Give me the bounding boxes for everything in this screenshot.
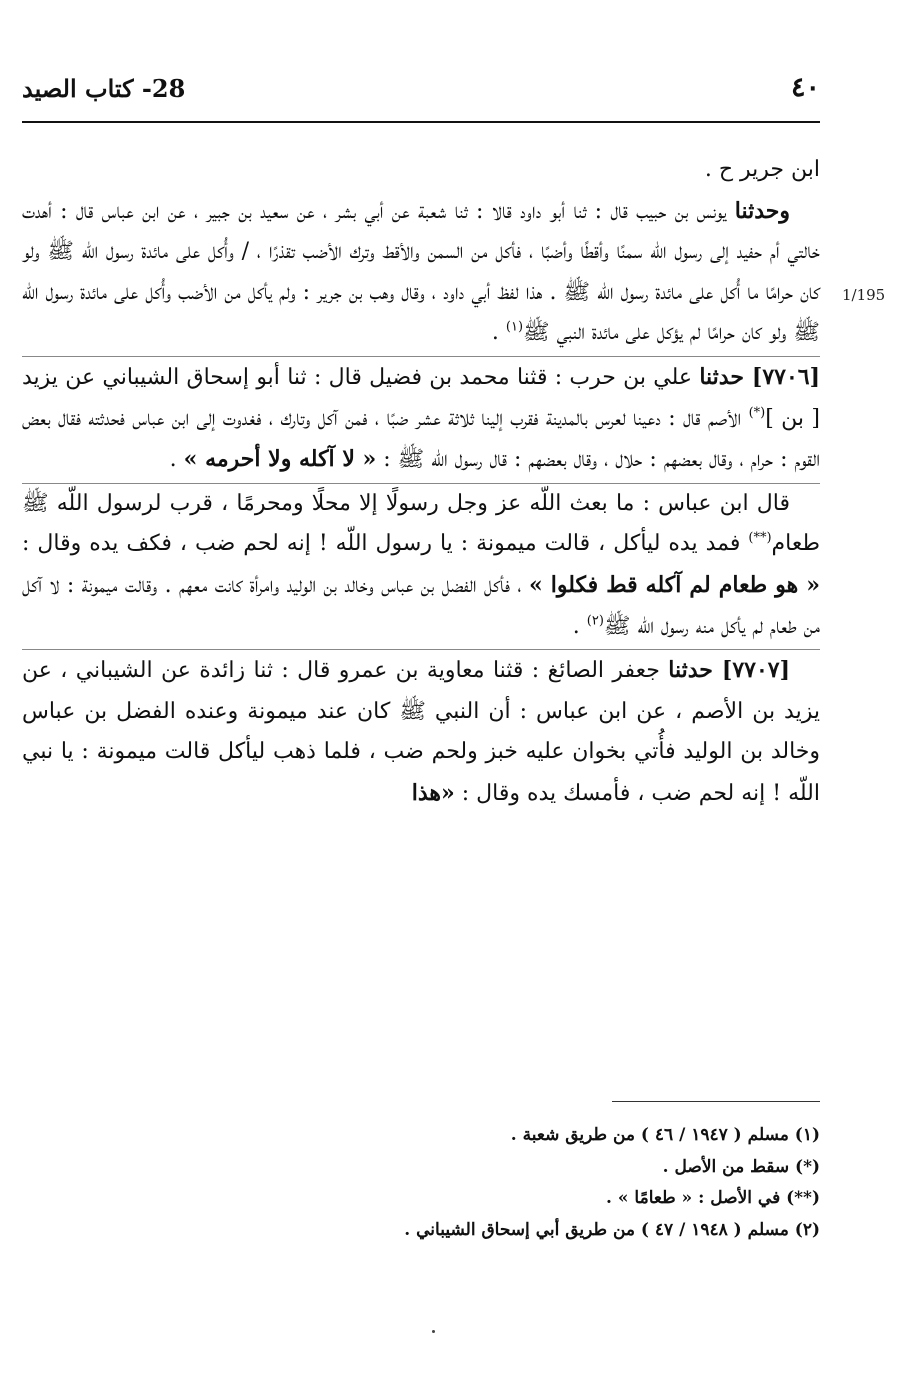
header-rule xyxy=(22,121,820,123)
footnote-separator xyxy=(612,1101,820,1102)
scan-speck xyxy=(432,1330,435,1333)
footnote-marker[interactable]: (*) xyxy=(748,405,766,421)
paragraph-tail: الأصم قال : دعينا لعرس بالمدينة فقرب إلينا ثلاثة عشر ضبًا ، فمن آكل وتارك ، فغدوت إلى ابن عباس فحدثته فقال بعض القوم : حرام ، وقال بعضهم : حلال ، وقال بعضهم : قال رسول اللّه ﷺ : xyxy=(22,405,820,473)
hadith-number-lead: [٧٧٠٧] حدثنا xyxy=(668,657,790,684)
paragraph-text: قال ابن عباس : ما بعث اللّه عز وجل رسولًا إلا محلًا ومحرمًا ، قرب لرسول اللّه ﷺ طعام xyxy=(22,490,820,557)
hadith-7706 xyxy=(22,356,820,481)
paragraph-2 xyxy=(22,191,820,354)
footnote-asterisk: (*) سقط من الأصل . xyxy=(662,1156,820,1177)
paragraph-tail: فمد يده ليأكل ، قالت ميمونة : يا رسول اللّه ! إنه لحم ضب ، فكف يده وقال : xyxy=(22,531,749,557)
prophetic-quote: «هذا xyxy=(411,779,455,806)
footnotes xyxy=(22,1120,820,1247)
chapter-title: 28- كتاب الصيد xyxy=(22,74,186,103)
main-text xyxy=(22,150,820,815)
narration-lead: وحدثنا xyxy=(734,197,790,224)
prophetic-quote: « هو طعام لم آكله قط فكلوا » xyxy=(528,571,820,598)
footnote-marker[interactable]: (٢) xyxy=(586,613,604,629)
paragraph-tail: . xyxy=(491,320,506,346)
paragraph-text: علي بن حرب : قثنا محمد بن فضيل قال : ثنا أبو إسحاق الشيباني عن يزيد [ بن ] xyxy=(22,364,820,431)
paragraph-end: . xyxy=(169,447,184,473)
paragraph-1 xyxy=(22,150,820,191)
footnote-marker[interactable]: (١) xyxy=(505,320,524,336)
paragraph-end: ، فأكل الفضل بن عباس وخالد بن الوليد وامرأة كانت معهم . وقالت ميمونة : لا آكل من طعام لم يأكل منه رسول اللّه ﷺ xyxy=(22,572,820,639)
paragraph-4 xyxy=(22,483,820,647)
paragraph-end-2: . xyxy=(572,613,587,639)
footnote-1: (١) مسلم ( ١٩٤٧ / ٤٦ ) من طريق شعبة . xyxy=(510,1125,820,1145)
paragraph-text: يونس بن حبيب قال : ثنا أبو داود قالا : ثنا شعبة عن أبي بشر ، عن سعيد بن جبير ، عن ابن عباس قال : أهدت خالتي أم حفيد إلى رسول اللّه سمنًا وأقطًا وأضبًا ، فأكل من السمن والأقط وترك الأضب تقذرًا ، / وأُكل على مائدة رسول اللّه ﷺ ولو كان حرامًا ما أُكل على مائدة رسول اللّه ﷺ . هذا لفظ أبي داود ، وقال وهب بن جرير : ولم يأكل من الأضب وأُكل على مائدة رسول اللّه ﷺ ولو كان حرامًا لم يؤكل على مائدة النبي ﷺ xyxy=(22,198,820,346)
page-header xyxy=(22,68,820,112)
paragraph-text: جعفر الصائغ : قثنا معاوية بن عمرو قال : ثنا زائدة عن الشيباني ، عن يزيد بن الأصم ، عن ابن عباس : أن النبي ﷺ كان عند ميمونة وعنده الفضل بن عباس وخالد بن الوليد فأُتي بخوان عليه خبز ولحم ضب ، فلما ذهب ليأكل قالت ميمونة : يا نبي اللّه ! إنه لحم ضب ، فأمسك يده وقال : xyxy=(22,658,820,806)
paragraph-text: ابن جرير ح . xyxy=(704,157,820,182)
hadith-7707 xyxy=(22,649,820,814)
footnote-double-asterisk: (**) في الأصل : « طعامًا » . xyxy=(606,1188,820,1209)
prophetic-quote: « لا آكله ولا أحرمه » xyxy=(183,446,377,473)
page-number: ٤٠ xyxy=(790,72,820,103)
hadith-number-lead: [٧٧٠٦] حدثنا xyxy=(699,363,820,390)
footnote-marker[interactable]: (**) xyxy=(748,531,772,547)
footnote-2: (٢) مسلم ( ١٩٤٨ / ٤٧ ) من طريق أبي إسحاق الشيباني . xyxy=(404,1220,820,1241)
margin-reference: 1/195 xyxy=(842,286,886,304)
